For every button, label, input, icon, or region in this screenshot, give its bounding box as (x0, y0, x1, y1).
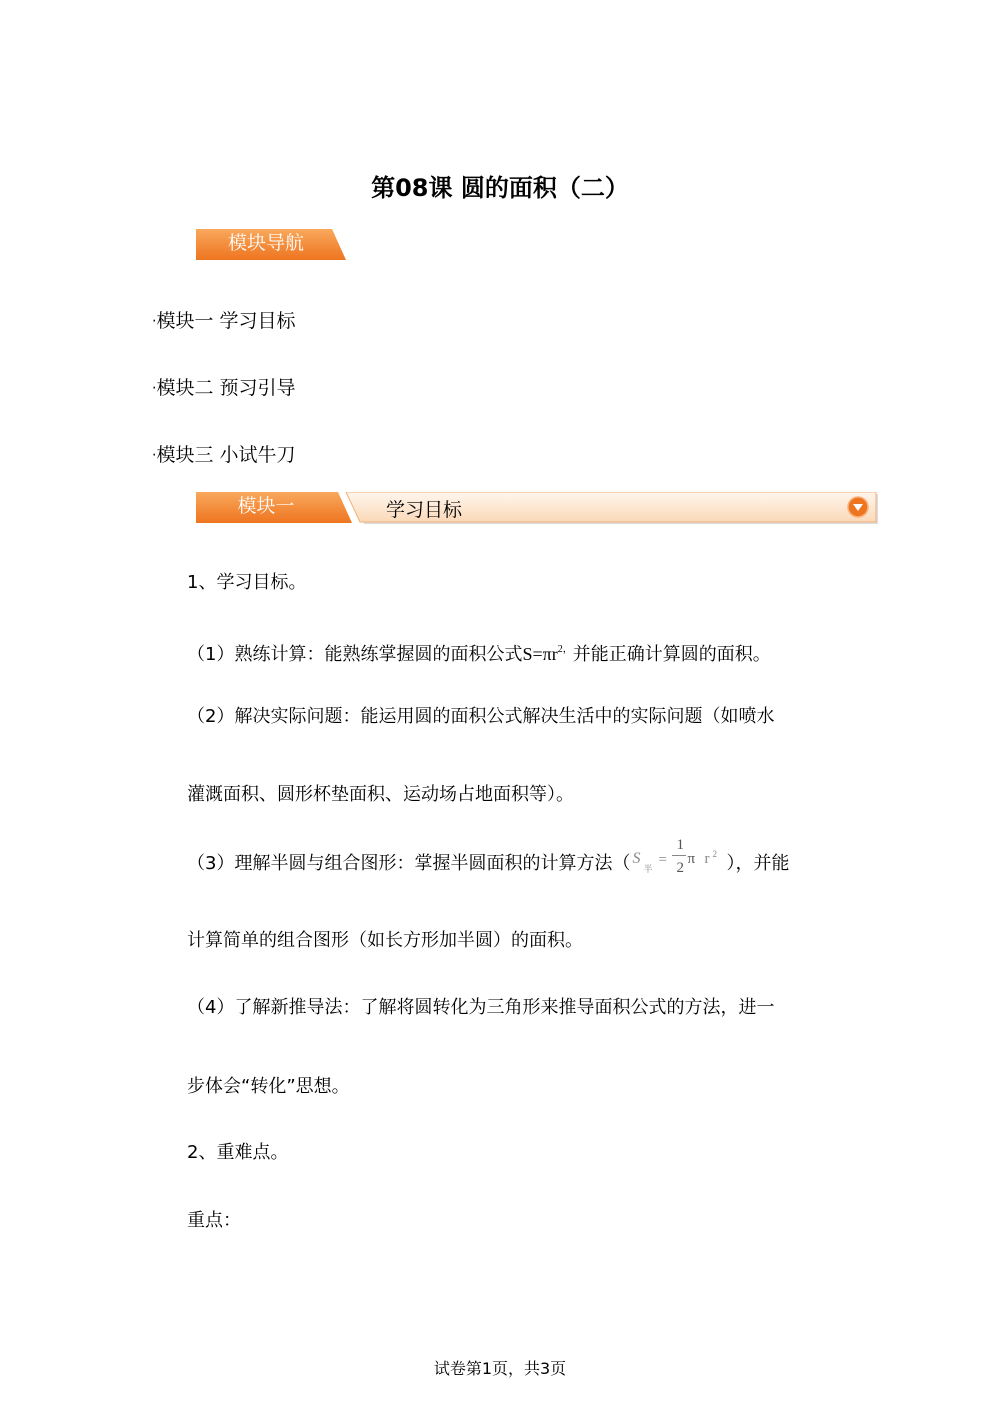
goal-item-3-line1 (187, 837, 790, 879)
page-footer: 试卷第1页，共3页 (433, 1359, 567, 1378)
formula-r: r (704, 851, 710, 867)
formula-superscript: 2， (557, 644, 573, 655)
module1-header-bar (196, 492, 880, 528)
goal-3-text-end: ），并能 (726, 853, 790, 874)
module1-tag-label: 模块一 (237, 495, 295, 517)
nav-item-module1[interactable] (152, 306, 296, 333)
area-formula: S=πr (522, 644, 558, 664)
goal-item-4-line1: （4）了解新推导法：了解将圆转化为三角形来推导面积公式的方法，进一 (187, 997, 775, 1018)
nav-tag-label: 模块导航 (227, 232, 304, 254)
formula-equals: = (658, 852, 667, 868)
module1-title: 学习目标 (386, 499, 463, 521)
goal-item-3-line2: 计算简单的组合图形（如长方形加半圆）的面积。 (187, 930, 583, 951)
section-heading-keypoints: 2、重难点。 (187, 1142, 289, 1163)
formula-denominator: 2 (676, 860, 684, 876)
key-point-label: 重点： (187, 1210, 241, 1231)
nav-bullet: · (152, 447, 157, 464)
nav-item-label: 模块二 预习引导 (156, 377, 296, 399)
nav-item-module3[interactable] (152, 440, 296, 467)
section-heading-goals: 1、学习目标。 (187, 572, 307, 593)
formula-r-superscript: 2 (712, 849, 717, 859)
formula-subscript: 半 (643, 864, 653, 874)
goal-1-text-end: 并能正确计算圆的面积。 (572, 644, 771, 665)
nav-item-label: 模块三 小试牛刀 (156, 444, 296, 466)
goal-3-text: （3）理解半圆与组合图形：掌握半圆面积的计算方法（ (187, 853, 631, 874)
chevron-down-icon[interactable] (847, 496, 869, 518)
module-nav-tag (196, 229, 346, 260)
formula-s: S (632, 850, 641, 867)
goal-item-2-line2: 灌溉面积、圆形杯垫面积、运动场占地面积等）。 (187, 784, 574, 805)
goal-item-4-line2: 步体会“转化”思想。 (187, 1076, 350, 1097)
nav-item-label: 模块一 学习目标 (156, 310, 296, 332)
semicircle-formula (630, 835, 726, 879)
goal-item-2-line1: （2）解决实际问题：能运用圆的面积公式解决生活中的实际问题（如喷水 (187, 706, 775, 727)
page-title: 第08课 圆的面积（二） (371, 174, 629, 202)
goal-item-1 (187, 638, 771, 667)
nav-item-module2[interactable] (152, 373, 296, 400)
nav-bullet: · (152, 313, 157, 330)
formula-numerator: 1 (676, 837, 684, 853)
nav-bullet: · (152, 380, 157, 397)
formula-pi: π (687, 851, 696, 867)
goal-1-text: （1）熟练计算：能熟练掌握圆的面积公式 (187, 644, 523, 665)
